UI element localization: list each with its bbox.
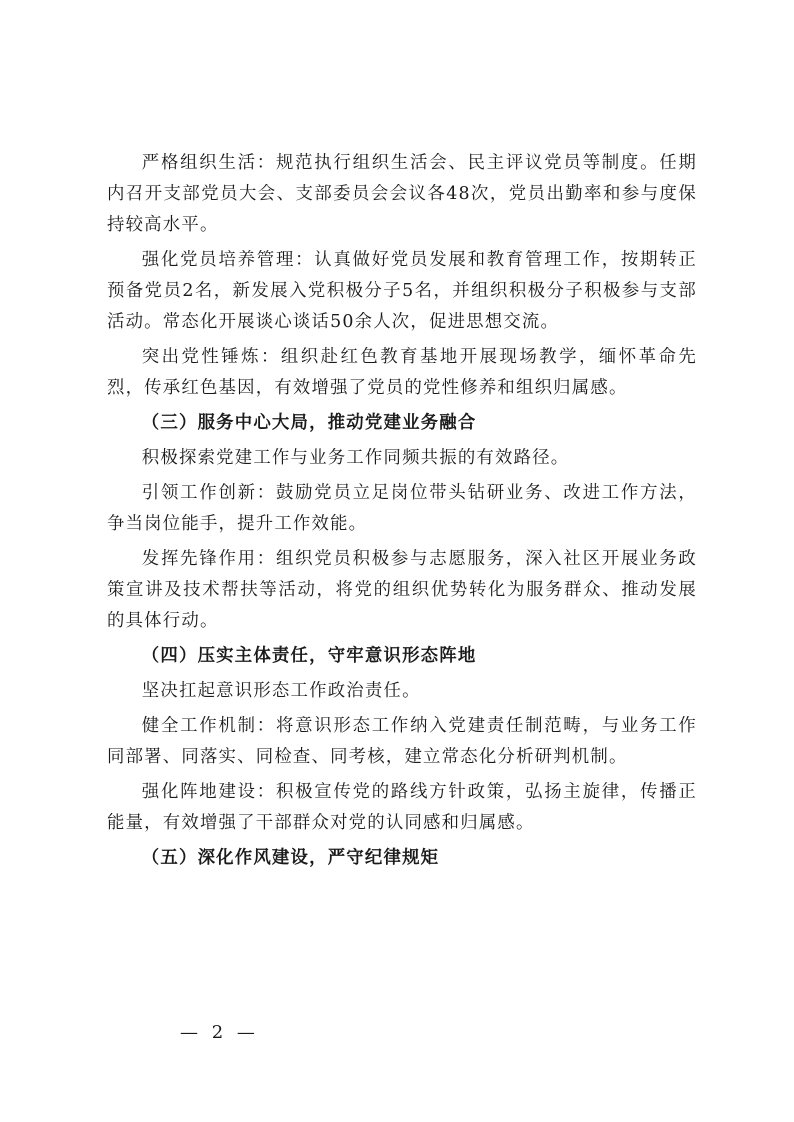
paragraph-work-mechanism: 健全工作机制：将意识形态工作纳入党建责任制范畴，与业务工作同部署、同落实、同检查、同考核，建立常态化分析研判机制。 [107, 716, 697, 767]
paragraph-strict-organization-life: 严格组织生活：规范执行组织生活会、民主评议党员等制度。任期内召开支部党员大会、支部委员会会议各48次，党员出勤率和参与度保持较高水平。 [107, 153, 697, 235]
section-heading-3: （三）服务中心大局，推动党建业务融合 [141, 413, 477, 433]
section-heading-5: （五）深化作风建设，严守纪律规矩 [141, 848, 440, 868]
document-body [107, 148, 697, 878]
paragraph-vanguard-role: 发挥先锋作用：组织党员积极参与志愿服务，深入社区开展业务政策宣讲及技术帮扶等活动，将党的组织优势转化为服务群众、推动发展的具体行动。 [107, 549, 697, 631]
paragraph-ideology-responsibility: 坚决扛起意识形态工作政治责任。 [141, 681, 421, 701]
paragraph-position-building: 强化阵地建设：积极宣传党的路线方针政策，弘扬主旋律，传播正能量，有效增强了干部群众对党的认同感和归属感。 [107, 782, 697, 833]
paragraph-work-innovation: 引领工作创新：鼓励党员立足岗位带头钻研业务、改进工作方法，争当岗位能手，提升工作效能。 [107, 483, 697, 534]
page-number: — 2 — [180, 1022, 259, 1043]
paragraph-party-spirit: 突出党性锤炼：组织赴红色教育基地开展现场教学，缅怀革命先烈，传承红色基因，有效增强了党员的党性修养和组织归属感。 [107, 347, 697, 398]
paragraph-member-training: 强化党员培养管理：认真做好党员发展和教育管理工作，按期转正预备党员2名，新发展入党积极分子5名，并组织积极分子积极参与支部活动。常态化开展谈心谈话50余人次，促进思想交流。 [107, 250, 697, 332]
section-heading-4: （四）压实主体责任，守牢意识形态阵地 [141, 646, 477, 666]
paragraph-integration-intro: 积极探索党建工作与业务工作同频共振的有效路径。 [141, 448, 570, 468]
